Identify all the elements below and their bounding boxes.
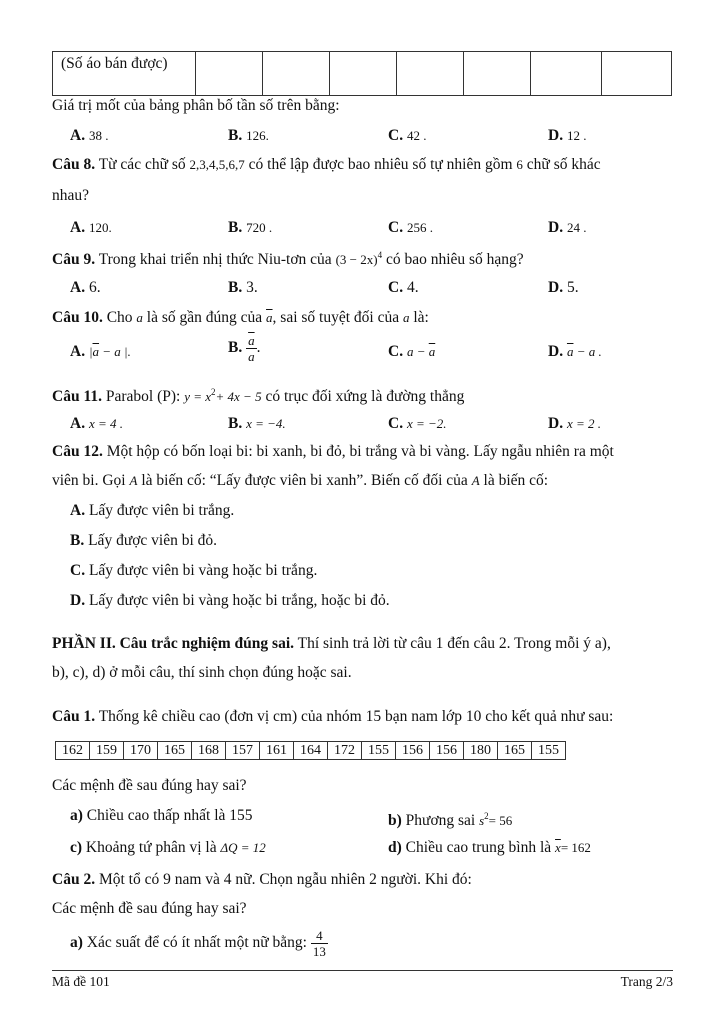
- option-b: B. 126.: [228, 127, 269, 144]
- height-cell: 180: [464, 742, 498, 760]
- table-cell-empty: [602, 52, 672, 96]
- fraction: $\frac{4}{13}$: [312, 928, 326, 959]
- height-cell: 155: [362, 742, 396, 760]
- height-cell: 157: [226, 742, 260, 760]
- table-cell-label: (Số áo bán được): [53, 52, 196, 96]
- p2-question-1-statement-b: b) Phương sai $s^2= 56$: [388, 811, 513, 830]
- option-b: B. 3.: [228, 279, 258, 296]
- table-cell-empty: [397, 52, 464, 96]
- p2-question-1-statement-c: c) Khoảng tứ phân vị là ΔQ = 12: [70, 839, 266, 856]
- height-cell: 155: [532, 742, 566, 760]
- question-11-text: Câu 11. Parabol (P): $y = x^2+ 4x - 5$ có trục đối xứng là đường thẳng: [52, 387, 465, 406]
- option-a: A. 120.: [70, 219, 112, 236]
- question-9-text: Câu 9. Trong khai triển nhị thức Niu-tơn của $(3 - 2x)^4$ có bao nhiêu số hạng?: [52, 250, 524, 269]
- p2-question-2-statement-a: a) Xác suất để có ít nhất một nữ bằng: $\frac{4}{13}$: [70, 928, 326, 959]
- height-cell: 170: [124, 742, 158, 760]
- option-a: A. 38 .: [70, 127, 109, 144]
- height-cell: 156: [396, 742, 430, 760]
- option-d: D. 5.: [548, 279, 579, 296]
- part-2-heading: PHẦN II. Câu trắc nghiệm đúng sai. Thí sinh trả lời từ câu 1 đến câu 2. Trong mỗi ý a),: [52, 635, 611, 652]
- option-d: D. 24 .: [548, 219, 587, 236]
- question-8-text: Câu 8. Từ các chữ số 2,3,4,5,6,7 có thể lập được bao nhiêu số tự nhiên gồm 6 chữ số khác: [52, 156, 601, 173]
- height-cell: 159: [90, 742, 124, 760]
- table-cell-empty: [531, 52, 602, 96]
- question-8-text-cont: nhau?: [52, 187, 90, 204]
- option-d: D. 12 .: [548, 127, 587, 144]
- p2-question-2-text: Câu 2. Một tổ có 9 nam và 4 nữ. Chọn ngẫu nhiên 2 người. Khi đó:: [52, 871, 472, 888]
- option-d: D. $\overline{a} - a$ .: [548, 343, 602, 360]
- question-12-option-d: D. Lấy được viên bi vàng hoặc bi trắng, hoặc bi đỏ.: [70, 592, 390, 609]
- p2-question-1-text: Câu 1. Thống kê chiều cao (đơn vị cm) của nhóm 15 bạn nam lớp 10 cho kết quả như sau:: [52, 708, 614, 725]
- table-cell-empty: [330, 52, 397, 96]
- option-c: C. x = −2.: [388, 415, 447, 432]
- option-d: D. x = 2 .: [548, 415, 601, 432]
- heights-table: [55, 741, 566, 760]
- height-cell: 172: [328, 742, 362, 760]
- question-12-option-c: C. Lấy được viên bi vàng hoặc bi trắng.: [70, 562, 318, 579]
- p2-question-2-prompt: Các mệnh đề sau đúng hay sai?: [52, 900, 247, 917]
- table-cell-empty: [196, 52, 263, 96]
- height-cell: 164: [294, 742, 328, 760]
- option-a: A. 6.: [70, 279, 101, 296]
- option-a: A. $|\overline{a} - a$ |.: [70, 343, 131, 360]
- option-b: B. $\frac{\overline{a}}{a}$ .: [228, 333, 261, 364]
- option-b: B. 720 .: [228, 219, 273, 236]
- table-cell-empty: [464, 52, 531, 96]
- question-12-option-b: B. Lấy được viên bi đỏ.: [70, 532, 218, 549]
- height-cell: 161: [260, 742, 294, 760]
- option-c: C. 42 .: [388, 127, 427, 144]
- height-cell: 162: [56, 742, 90, 760]
- option-a: A. x = 4 .: [70, 415, 123, 432]
- table-row: [56, 742, 566, 760]
- option-c: C. $a - \overline{a}$: [388, 343, 436, 360]
- height-cell: 156: [430, 742, 464, 760]
- question-12-text-cont: viên bi. Gọi A là biến cố: “Lấy được viên bi xanh”. Biến cố đối của A là biến cố:: [52, 472, 549, 489]
- height-cell: 165: [158, 742, 192, 760]
- height-cell: 168: [192, 742, 226, 760]
- question-12-option-a: A. Lấy được viên bi trắng.: [70, 502, 235, 519]
- p2-question-1-statement-a: a) Chiều cao thấp nhất là 155: [70, 807, 253, 824]
- footer-exam-code: Mã đề 101: [52, 974, 110, 989]
- part-2-heading-cont: b), c), d) ở mỗi câu, thí sinh chọn đúng hoặc sai.: [52, 664, 352, 681]
- table-row: [53, 52, 672, 96]
- height-cell: 165: [498, 742, 532, 760]
- option-c: C. 4.: [388, 279, 419, 296]
- frequency-table-tail: [52, 51, 672, 96]
- question-10-text: Câu 10. Cho a là số gần đúng của $\overline{a}$, sai số tuyệt đối của a là:: [52, 309, 429, 326]
- mode-question-text: Giá trị mốt của bảng phân bố tần số trên bằng:: [52, 97, 340, 114]
- footer-divider: [52, 970, 673, 971]
- table-cell-empty: [263, 52, 330, 96]
- option-b: B. x = −4.: [228, 415, 286, 432]
- question-12-text: Câu 12. Một hộp có bốn loại bi: bi xanh, bi đỏ, bi trắng và bi vàng. Lấy ngẫu nhiên ra một: [52, 443, 614, 460]
- option-c: C. 256 .: [388, 219, 433, 236]
- p2-question-1-prompt: Các mệnh đề sau đúng hay sai?: [52, 777, 247, 794]
- footer-page-number: Trang 2/3: [620, 974, 673, 989]
- p2-question-1-statement-d: d) Chiều cao trung bình là $\overline{x}= 162$: [388, 839, 591, 856]
